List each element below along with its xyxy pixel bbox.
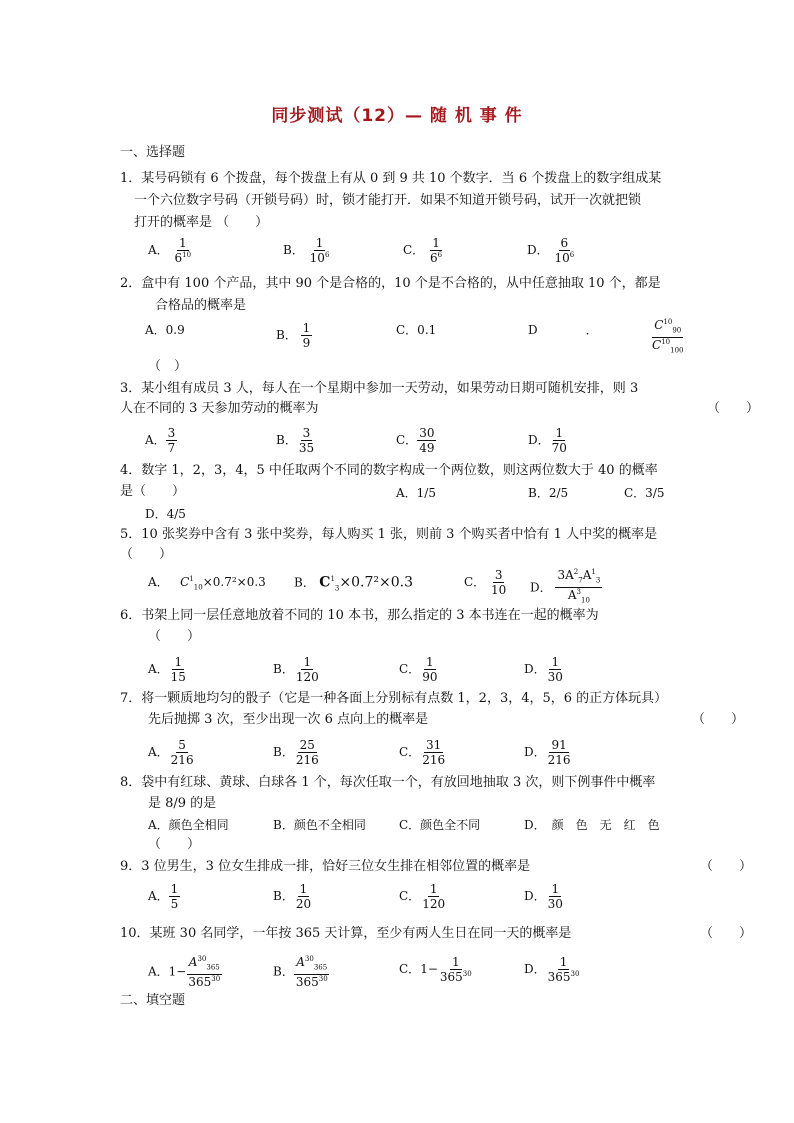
- q9-option-a[interactable]: A． $\frac{1}{5}$: [148, 882, 179, 911]
- q3-line2: 人在不同的 3 天参加劳动的概率为: [120, 401, 319, 416]
- q4-line1: 4．数字 1，2，3，4，5 中任取两个不同的数字构成一个两位数，则这两位数大于 40 的概率: [120, 463, 658, 478]
- q2-option-d-formula: $\frac{C^{10}_{90}}{C^{10}_{100}}$: [652, 318, 684, 355]
- q6-answer-paren[interactable]: （ ）: [148, 629, 201, 644]
- q4-option-d[interactable]: D．4/5: [145, 507, 186, 521]
- q7-option-d[interactable]: D． $\frac{91}{216}$: [524, 738, 571, 767]
- q2-line1: 2．盒中有 100 个产品，其中 90 个是合格的，10 个是不合格的，从中任意抽取 10 个，都是: [120, 276, 661, 291]
- q8-line1: 8．袋中有红球、黄球、白球各 1 个，每次任取一个，有放回地抽取 3 次，则下例事件中概率: [120, 775, 656, 790]
- q4-option-b[interactable]: B．2/5: [528, 486, 569, 500]
- q2-line2: 合格品的概率是: [155, 298, 247, 313]
- q8-answer-paren[interactable]: （ ）: [148, 837, 201, 852]
- q3-option-a[interactable]: A． $\frac{3}{7}$: [145, 426, 176, 455]
- q2-option-d[interactable]: D ．: [528, 323, 598, 337]
- q10-answer-paren[interactable]: （ ）: [700, 926, 753, 941]
- q5-answer-paren[interactable]: （ ）: [120, 547, 173, 562]
- q2-answer-paren[interactable]: （ ）: [148, 359, 188, 374]
- q10-option-c[interactable]: C．1− $\frac{1}{365^{30}}$: [399, 955, 472, 984]
- q7-line2: 先后抛掷 3 次，至少出现一次 6 点向上的概率是: [148, 712, 429, 727]
- q3-option-d[interactable]: D． $\frac{1}{70}$: [528, 426, 567, 455]
- q6-line1: 6．书架上同一层任意地放着不同的 10 本书，那么指定的 3 本书连在一起的概率为: [120, 608, 599, 623]
- q6-option-d[interactable]: D． $\frac{1}{30}$: [524, 655, 563, 684]
- q8-option-a[interactable]: A．颜色全相同: [148, 818, 229, 832]
- q6-option-b[interactable]: B． $\frac{1}{120}$: [273, 655, 319, 684]
- q5-option-b[interactable]: B． $C^1_3\times 0.7^2\times 0.3$: [294, 574, 413, 593]
- section-heading-choice: 一、选择题: [120, 145, 186, 160]
- q10-option-b[interactable]: B． $\frac{A^{30}_{365}}{365^{30}}$: [273, 955, 328, 990]
- q10-option-a[interactable]: A．1− $\frac{A^{30}_{365}}{365^{30}}$: [148, 955, 221, 990]
- q7-option-b[interactable]: B． $\frac{25}{216}$: [273, 738, 319, 767]
- q1-option-a[interactable]: A． $\frac{1}{6^{10}}$: [148, 236, 192, 265]
- q9-line1: 9．3 位男生，3 位女生排成一排，恰好三位女生排在相邻位置的概率是: [120, 859, 531, 874]
- q5-option-c[interactable]: C． $\frac{3}{10}$: [464, 568, 507, 597]
- q9-option-b[interactable]: B． $\frac{1}{20}$: [273, 882, 312, 911]
- q1-line2: 一个六位数字号码（开锁号码）时，锁才能打开．如果不知道开锁号码，试开一次就把锁: [134, 193, 642, 208]
- q8-line2: 是 8/9 的是: [148, 796, 217, 811]
- q9-option-c[interactable]: C． $\frac{1}{120}$: [399, 882, 446, 911]
- q3-option-b[interactable]: B． $\frac{3}{35}$: [276, 426, 315, 455]
- q1-line3: 打开的概率是 （ ）: [134, 215, 269, 230]
- q8-option-d[interactable]: D． 颜 色 无 红 色: [524, 818, 660, 832]
- q10-option-d[interactable]: D． $\frac{1}{365^{30}}$: [524, 955, 580, 984]
- q6-option-c[interactable]: C． $\frac{1}{90}$: [399, 655, 438, 684]
- q1-option-b[interactable]: B． $\frac{1}{10^6}$: [283, 236, 330, 265]
- q5-line1: 5．10 张奖券中含有 3 张中奖券，每人购买 1 张，则前 3 个购买者中恰有 1 人中奖的概率是: [120, 527, 658, 542]
- q1-line1: 1．某号码锁有 6 个拨盘，每个拨盘上有从 0 到 9 共 10 个数字．当 6 个拨盘上的数字组成某: [120, 171, 662, 186]
- q1-option-d[interactable]: D． $\frac{6}{10^6}$: [527, 236, 575, 265]
- q7-answer-paren[interactable]: （ ）: [692, 712, 745, 727]
- q1-option-c[interactable]: C． $\frac{1}{6^6}$: [403, 236, 443, 265]
- q10-line1: 10．某班 30 名同学，一年按 365 天计算，至少有两人生日在同一天的概率是: [120, 926, 572, 941]
- q3-line1: 3．某小组有成员 3 人，每人在一个星期中参加一天劳动，如果劳动日期可随机安排，则 3: [120, 381, 639, 396]
- section-heading-fill: 二、填空题: [120, 993, 186, 1008]
- q3-option-c[interactable]: C． $\frac{30}{49}$: [396, 426, 435, 455]
- q8-option-c[interactable]: C．颜色全不同: [399, 818, 481, 832]
- q5-option-d[interactable]: D． $\frac{3A^2_7A^1_3}{A^3_{10}}$: [530, 568, 601, 605]
- q7-option-c[interactable]: C． $\frac{31}{216}$: [399, 738, 446, 767]
- q7-line1: 7．将一颗质地均匀的骰子（它是一种各面上分别标有点数 1，2，3，4，5，6 的正方体玩具）: [120, 691, 668, 706]
- q4-option-c[interactable]: C．3/5: [624, 486, 665, 500]
- q2-option-b[interactable]: B． $\frac{1}{9}$: [276, 321, 311, 350]
- q8-option-b[interactable]: B．颜色不全相同: [273, 818, 366, 832]
- q6-option-a[interactable]: A． $\frac{1}{15}$: [148, 655, 186, 684]
- q9-option-d[interactable]: D． $\frac{1}{30}$: [524, 882, 563, 911]
- q4-option-a[interactable]: A．1/5: [396, 486, 436, 500]
- q4-line2: 是（ ）: [120, 484, 186, 499]
- q9-answer-paren[interactable]: （ ）: [700, 859, 753, 874]
- q5-option-a[interactable]: A． $C^1_{10}\times 0.7^2\times 0.3$: [148, 575, 266, 592]
- q3-answer-paren[interactable]: （ ）: [707, 401, 760, 416]
- q7-option-a[interactable]: A． $\frac{5}{216}$: [148, 738, 194, 767]
- page-title: 同步测试（12）— 随 机 事 件: [271, 106, 523, 126]
- q2-option-c[interactable]: C．0.1: [396, 323, 437, 337]
- q2-option-a[interactable]: A．0.9: [145, 323, 185, 337]
